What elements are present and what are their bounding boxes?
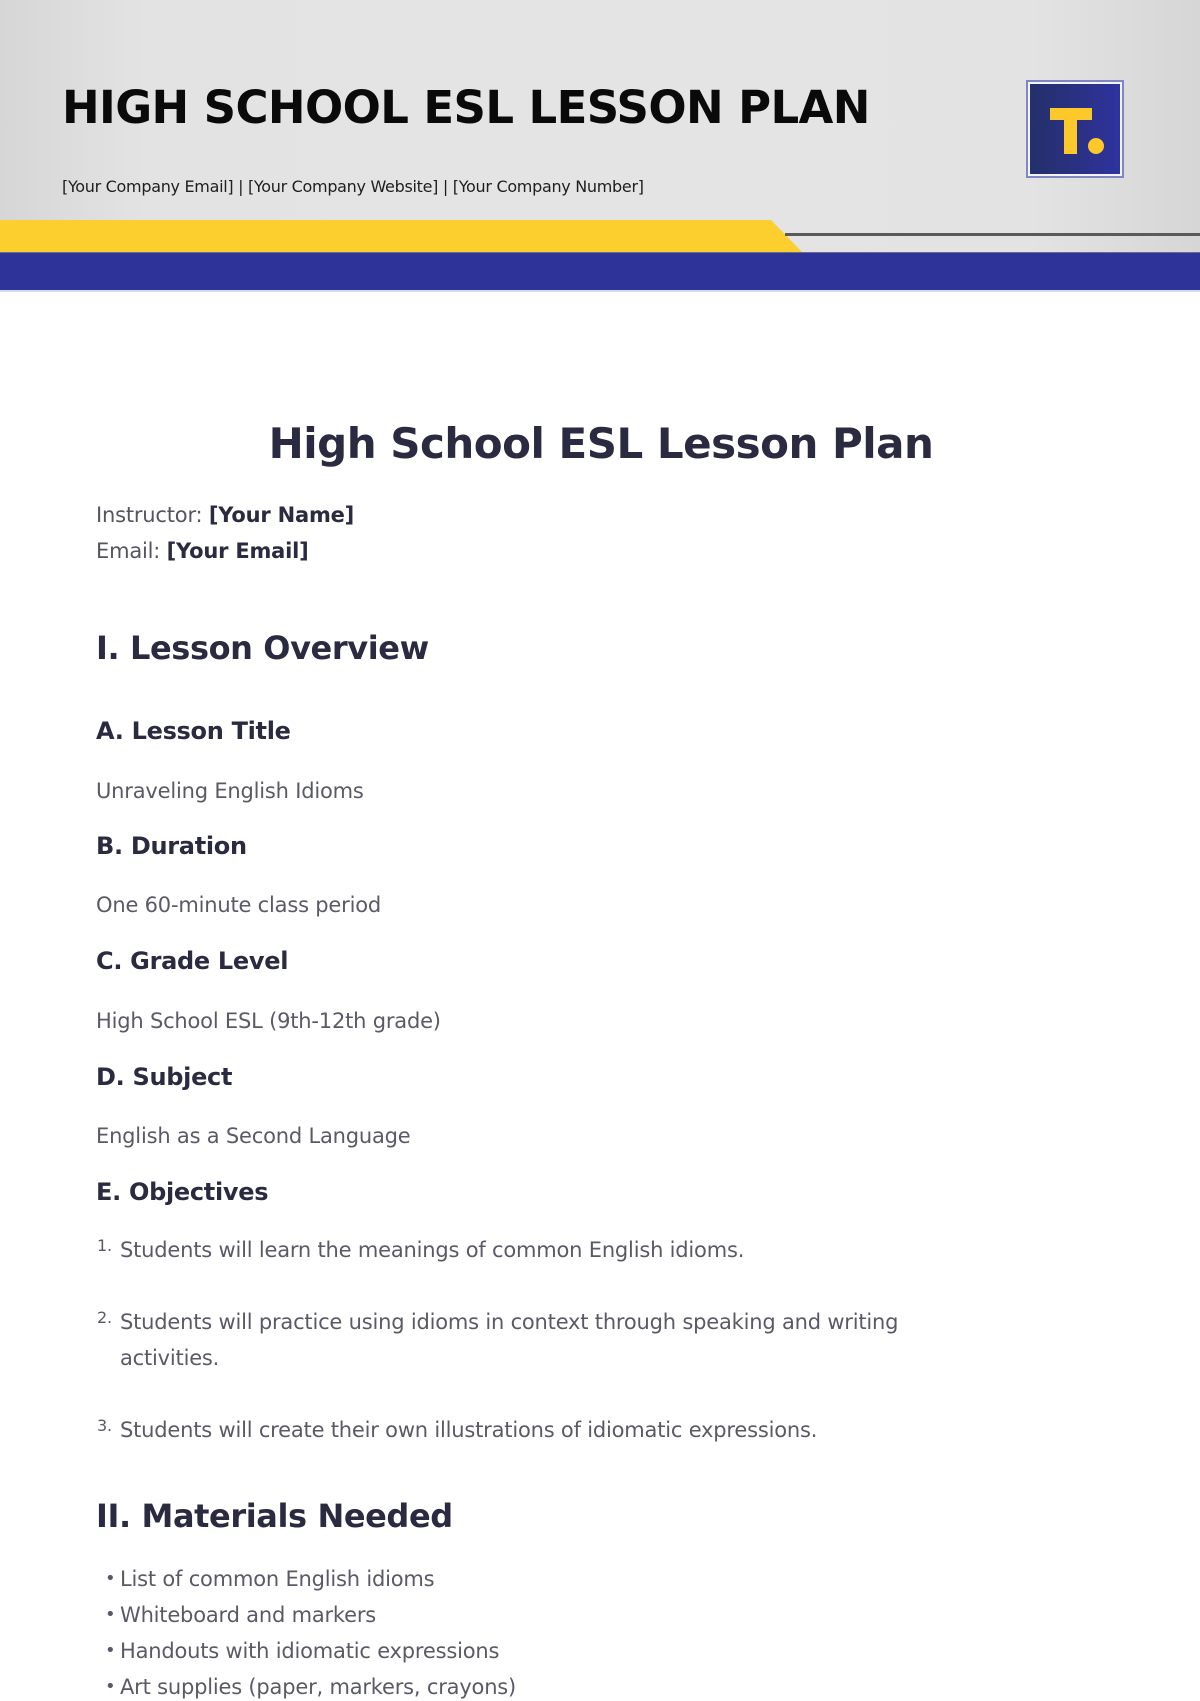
objective-text: Students will learn the meanings of common English idioms. xyxy=(120,1238,745,1262)
subheading-subject: D. Subject xyxy=(96,1063,233,1091)
instructor-value: [Your Name] xyxy=(208,503,355,527)
logo-t-icon xyxy=(1030,84,1120,174)
email-label: Email: xyxy=(96,539,161,563)
list-number: 1. xyxy=(97,1236,112,1255)
lesson-title-value: Unraveling English Idioms xyxy=(96,779,364,803)
header-banner xyxy=(0,0,1200,292)
document-title: High School ESL Lesson Plan xyxy=(268,419,934,468)
bullet-icon: • xyxy=(105,1640,116,1661)
yellow-stripe xyxy=(0,220,803,253)
company-logo xyxy=(1026,80,1124,178)
grade-level-value: High School ESL (9th-12th grade) xyxy=(96,1009,441,1033)
subject-value: English as a Second Language xyxy=(96,1124,411,1148)
material-item xyxy=(96,1564,434,1594)
instructor-line xyxy=(96,500,354,530)
subheading-lesson-title: A. Lesson Title xyxy=(96,717,291,745)
list-number: 2. xyxy=(97,1308,112,1327)
subheading-objectives: E. Objectives xyxy=(96,1178,269,1206)
header-title: HIGH SCHOOL ESL LESSON PLAN xyxy=(62,81,870,134)
objective-text: Students will create their own illustrations of idiomatic expressions. xyxy=(120,1418,818,1442)
objective-item xyxy=(96,1232,996,1268)
material-item xyxy=(96,1672,516,1701)
section-heading-lesson-overview: I. Lesson Overview xyxy=(96,629,429,667)
email-line xyxy=(96,536,309,566)
bullet-icon: • xyxy=(105,1676,116,1697)
bullet-icon: • xyxy=(105,1604,116,1625)
material-text: Whiteboard and markers xyxy=(120,1603,377,1627)
objective-item xyxy=(96,1412,996,1448)
subheading-duration: B. Duration xyxy=(96,832,247,860)
material-text: Art supplies (paper, markers, crayons) xyxy=(120,1675,517,1699)
list-number: 3. xyxy=(97,1416,112,1435)
objective-text: Students will practice using idioms in context through speaking and writing activities. xyxy=(120,1310,899,1370)
subheading-grade-level: C. Grade Level xyxy=(96,947,289,975)
material-text: Handouts with idiomatic expressions xyxy=(120,1639,500,1663)
company-contact-line: [Your Company Email] | [Your Company Website] | [Your Company Number] xyxy=(62,177,644,196)
blue-stripe xyxy=(0,252,1200,290)
bullet-icon: • xyxy=(105,1568,116,1589)
material-item xyxy=(96,1636,499,1666)
material-text: List of common English idioms xyxy=(120,1567,435,1591)
material-item xyxy=(96,1600,376,1630)
header-divider-line xyxy=(785,233,1200,236)
instructor-label: Instructor: xyxy=(96,503,203,527)
duration-value: One 60-minute class period xyxy=(96,893,381,917)
objective-item xyxy=(96,1304,996,1376)
blue-stripe-edge xyxy=(0,290,1200,292)
section-heading-materials-needed: II. Materials Needed xyxy=(96,1497,453,1535)
email-value: [Your Email] xyxy=(166,539,309,563)
